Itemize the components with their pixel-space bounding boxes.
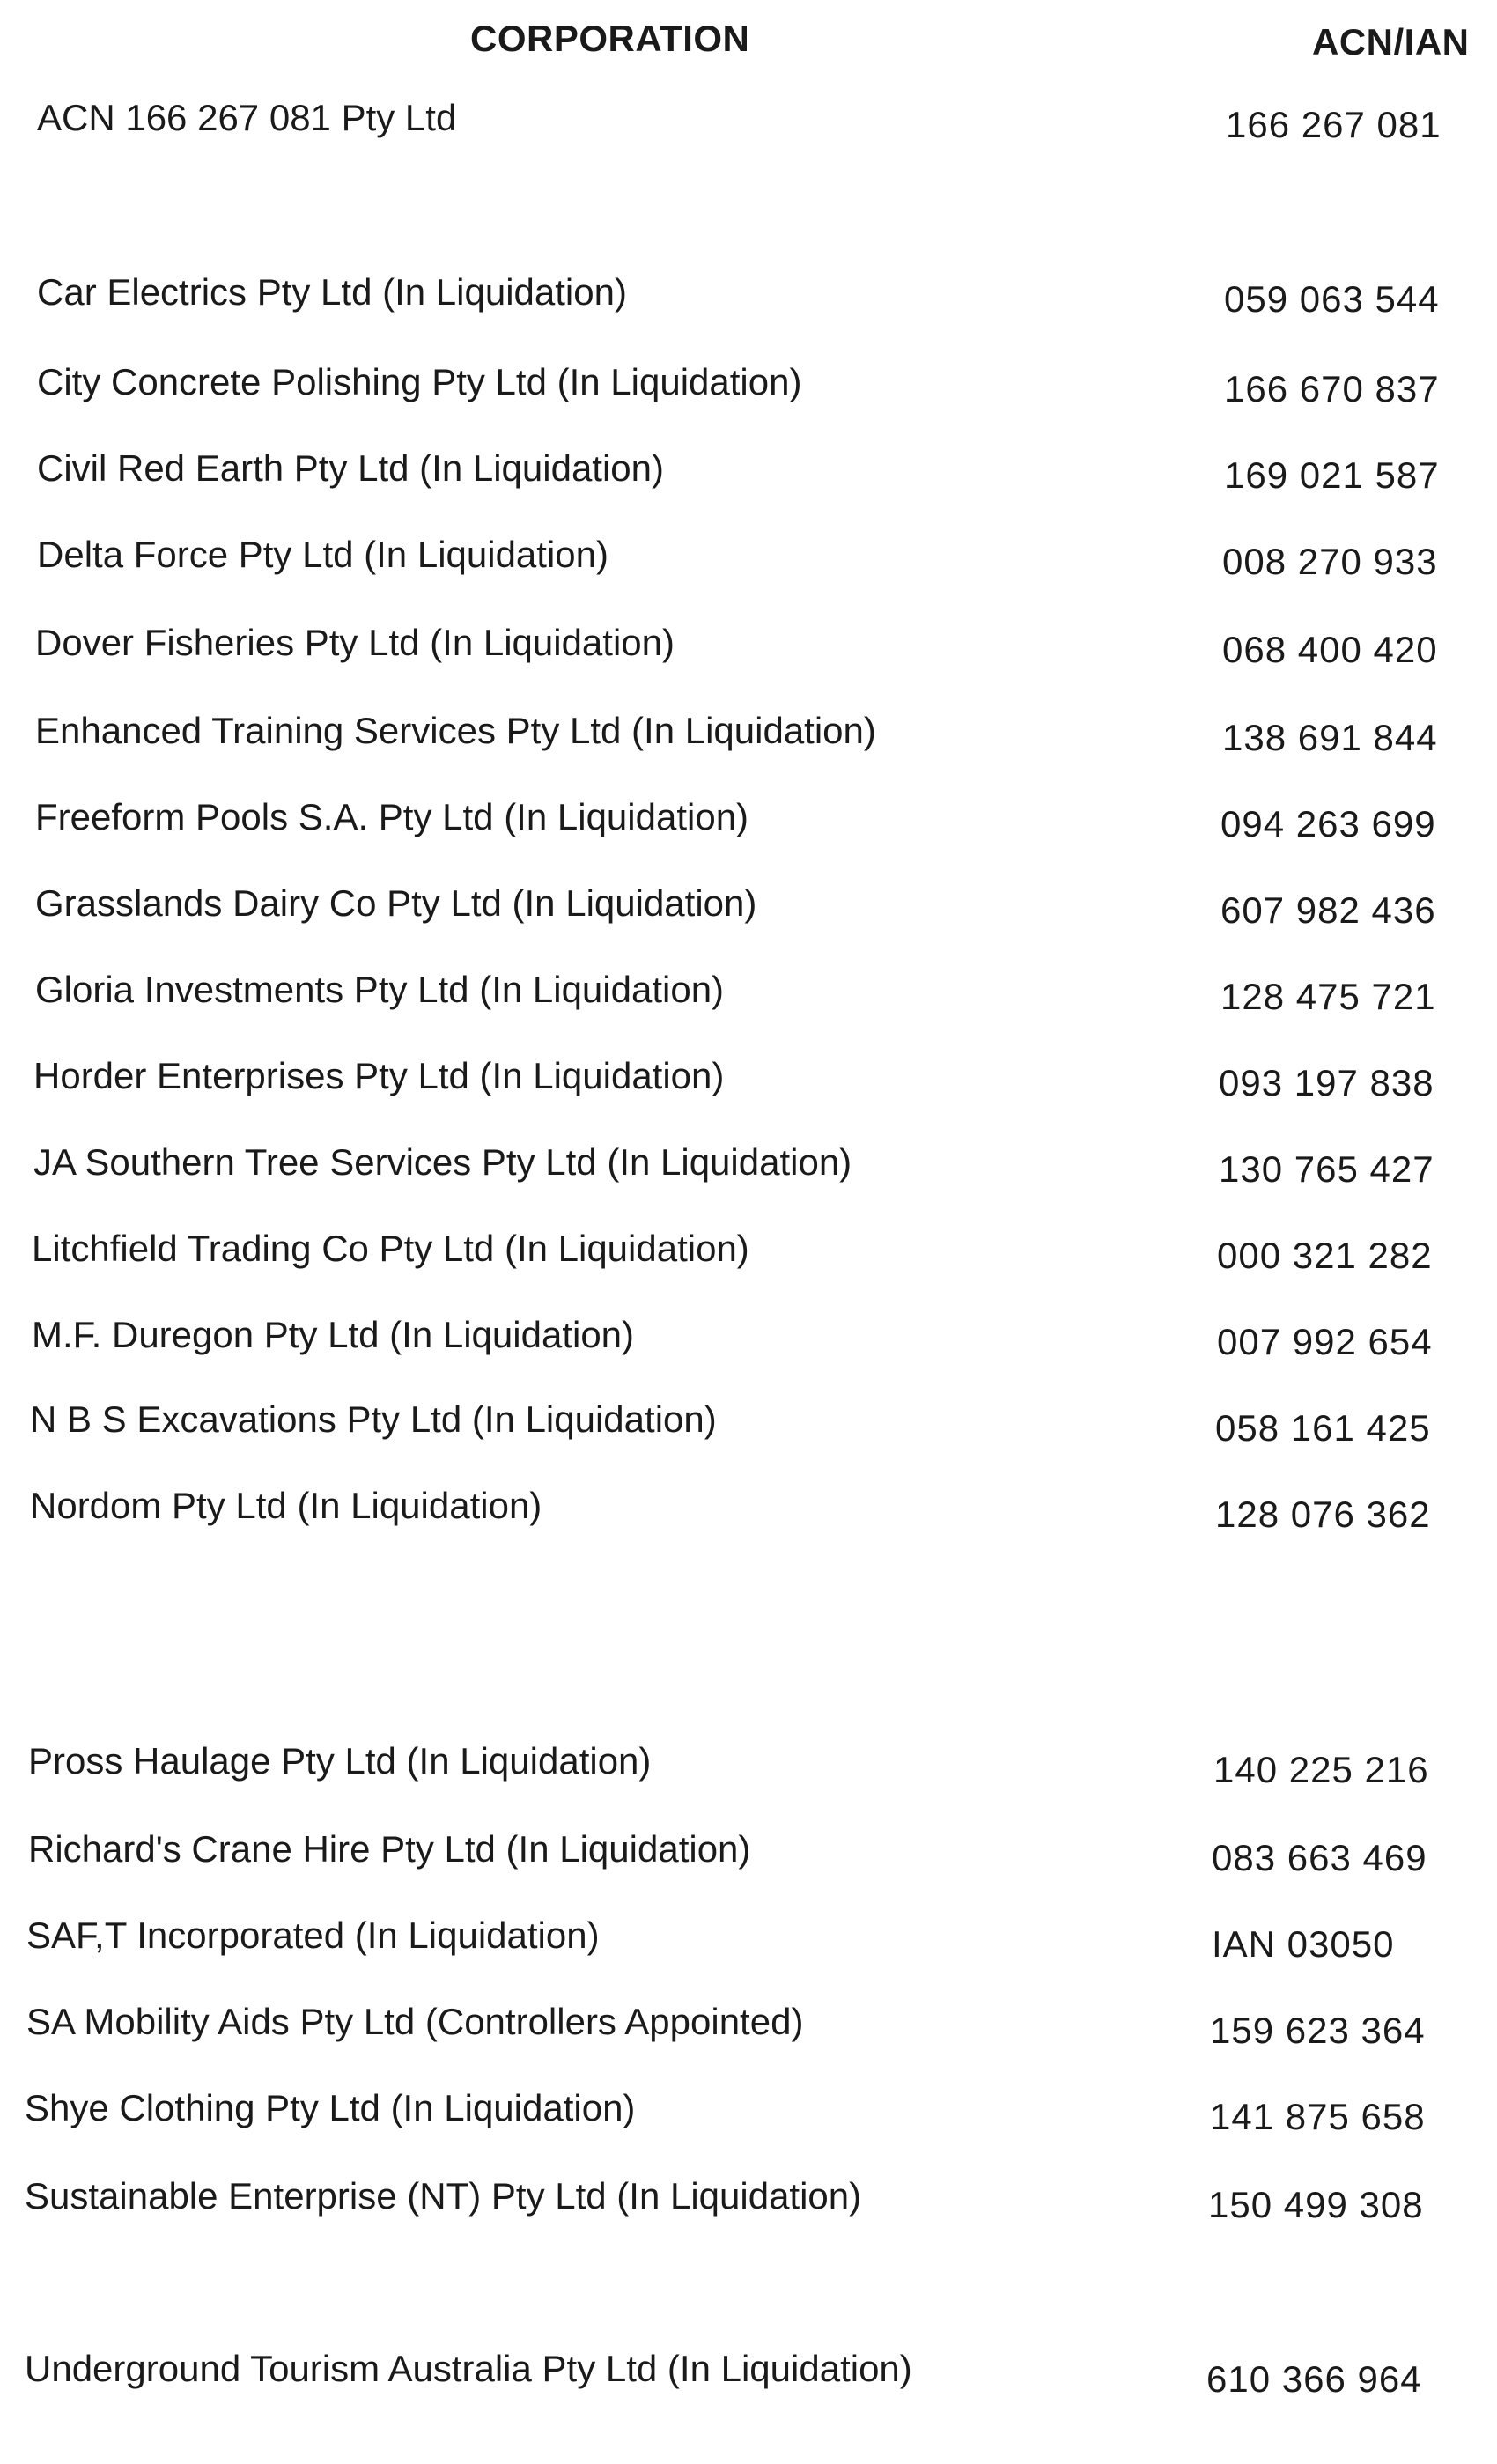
- corporation-name: Grasslands Dairy Co Pty Ltd (In Liquidation): [35, 882, 757, 924]
- acn-number: 068 400 420: [1222, 629, 1438, 670]
- acn-number: 610 366 964: [1206, 2358, 1422, 2400]
- corporation-name: Freeform Pools S.A. Pty Ltd (In Liquidation): [35, 796, 749, 837]
- acn-number: 083 663 469: [1212, 1837, 1427, 1878]
- acn-number: 607 982 436: [1220, 889, 1436, 931]
- acn-number: 059 063 544: [1224, 278, 1440, 320]
- corporation-name: Dover Fisheries Pty Ltd (In Liquidation): [35, 622, 675, 663]
- acn-number: 128 475 721: [1220, 976, 1436, 1017]
- table-row: [0, 882, 1497, 935]
- table-row: [0, 2175, 1497, 2228]
- table-row: [0, 447, 1497, 500]
- table-row: [0, 361, 1497, 414]
- corporation-name: SAF,T Incorporated (In Liquidation): [26, 1914, 600, 1956]
- corporation-name: Litchfield Trading Co Pty Ltd (In Liquidation): [32, 1228, 749, 1269]
- acn-number: 093 197 838: [1219, 1062, 1434, 1103]
- table-row: [0, 2348, 1497, 2401]
- table-row: [0, 1228, 1497, 1280]
- table-row: [0, 2087, 1497, 2140]
- acn-number: 058 161 425: [1215, 1407, 1431, 1449]
- acn-number: 150 499 308: [1208, 2184, 1424, 2225]
- corporation-name: ACN 166 267 081 Pty Ltd: [37, 97, 457, 138]
- acn-number: 169 021 587: [1224, 454, 1440, 496]
- corporation-column-header: CORPORATION: [470, 18, 750, 59]
- acn-number: 141 875 658: [1210, 2096, 1426, 2137]
- table-row: [0, 534, 1497, 586]
- acn-number: IAN 03050: [1212, 1923, 1395, 1965]
- table-row: [0, 1485, 1497, 1538]
- table-row: [0, 271, 1497, 324]
- corporation-name: Underground Tourism Australia Pty Ltd (In Liquidation): [25, 2348, 912, 2389]
- corporation-name: N B S Excavations Pty Ltd (In Liquidation): [30, 1398, 717, 1440]
- table-row: [0, 2001, 1497, 2054]
- corporation-name: Gloria Investments Pty Ltd (In Liquidation): [35, 969, 725, 1010]
- acn-number: 008 270 933: [1222, 541, 1438, 582]
- table-row: [0, 622, 1497, 675]
- acn-number: 094 263 699: [1220, 803, 1436, 845]
- acn-number: 166 267 081: [1226, 104, 1442, 145]
- corporation-name: Nordom Pty Ltd (In Liquidation): [30, 1485, 542, 1526]
- acn-column-header: ACN/IAN: [1312, 21, 1470, 63]
- acn-number: 166 670 837: [1224, 368, 1440, 409]
- corporation-name: Car Electrics Pty Ltd (In Liquidation): [37, 271, 627, 313]
- table-row: [0, 1314, 1497, 1367]
- corporation-name: SA Mobility Aids Pty Ltd (Controllers Appointed): [26, 2001, 804, 2042]
- corporation-name: Delta Force Pty Ltd (In Liquidation): [37, 534, 608, 575]
- table-row: [0, 1914, 1497, 1967]
- table-row: [0, 97, 1497, 150]
- table-row: [0, 1398, 1497, 1451]
- corporation-name: Enhanced Training Services Pty Ltd (In Liquidation): [35, 710, 876, 751]
- corporation-name: City Concrete Polishing Pty Ltd (In Liquidation): [37, 361, 802, 402]
- table-row: [0, 1055, 1497, 1108]
- corporation-name: Richard's Crane Hire Pty Ltd (In Liquidation): [28, 1828, 751, 1870]
- acn-number: 007 992 654: [1217, 1321, 1433, 1362]
- corporation-name: M.F. Duregon Pty Ltd (In Liquidation): [32, 1314, 635, 1355]
- acn-number: 138 691 844: [1222, 717, 1438, 758]
- table-row: [0, 710, 1497, 763]
- corporation-name: Horder Enterprises Pty Ltd (In Liquidation): [33, 1055, 725, 1096]
- table-row: [0, 969, 1497, 1022]
- table-row: [0, 1740, 1497, 1793]
- acn-number: 000 321 282: [1217, 1235, 1433, 1276]
- table-row: [0, 1141, 1497, 1194]
- acn-number: 159 623 364: [1210, 2010, 1426, 2051]
- corporation-name: Civil Red Earth Pty Ltd (In Liquidation): [37, 447, 665, 489]
- corporation-name: JA Southern Tree Services Pty Ltd (In Liquidation): [33, 1141, 852, 1183]
- corporation-name: Pross Haulage Pty Ltd (In Liquidation): [28, 1740, 652, 1782]
- corporation-name: Shye Clothing Pty Ltd (In Liquidation): [25, 2087, 636, 2128]
- acn-number: 140 225 216: [1213, 1749, 1429, 1790]
- table-row: [0, 796, 1497, 849]
- corporation-name: Sustainable Enterprise (NT) Pty Ltd (In Liquidation): [25, 2175, 862, 2217]
- acn-number: 128 076 362: [1215, 1494, 1431, 1535]
- table-row: [0, 1828, 1497, 1881]
- acn-number: 130 765 427: [1219, 1148, 1434, 1190]
